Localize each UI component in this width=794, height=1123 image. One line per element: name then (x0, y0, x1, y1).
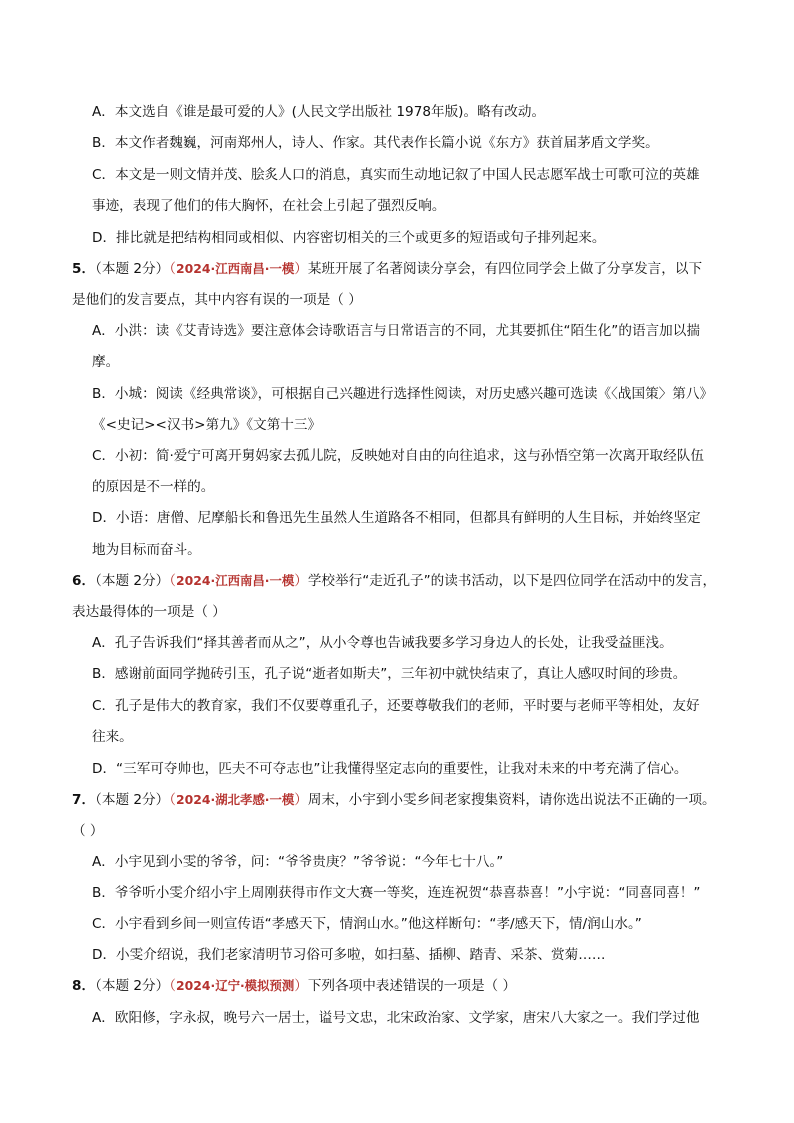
q6-option-c-line2: 往来。 (92, 729, 133, 745)
q4-option-d: D．排比就是把结构相同或相似、内容密切相关的三个或更多的短语或句子排列起来。 (92, 230, 606, 246)
q5-stem-line1 (72, 260, 702, 278)
q5-option-c-line1: C．小初：简·爱宁可离开舅妈家去孤儿院，反映她对自由的向往追求，这与孙悟空第一次离开取经队伍 (92, 448, 704, 464)
q6-number: 6． (72, 573, 96, 589)
q6-option-b: B．感谢前面同学抛砖引玉，孔子说“逝者如斯夫”，三年初中就快结束了，真让人感叹时间的珍贵。 (92, 666, 687, 682)
q6-stem-line2: 表达最得体的一项是（ ） (72, 604, 226, 620)
q7-option-a: A．小宇见到小雯的爷爷，问：“爷爷贵庚？”爷爷说：“今年七十八。” (92, 854, 504, 870)
q5-option-d-line2: 地为目标而奋斗。 (92, 542, 201, 558)
q4-option-c-line1: C．本文是一则文情并茂、脍炙人口的消息，真实而生动地记叙了中国人民志愿军战士可歌可泣的英雄 (92, 167, 700, 183)
q8-option-a-line1: A．欧阳修，字永叔，晚号六一居士，谥号文忠，北宋政治家、文学家，唐宋八大家之一。我们学过他 (92, 1010, 700, 1026)
q8-source: 2024·辽宁·模拟预测 (176, 978, 295, 993)
q6-stem-line1 (72, 572, 716, 590)
q8-score: （本题 2分） (95, 978, 170, 994)
q4-option-c-line2: 事迹，表现了他们的伟大胸怀，在社会上引起了强烈反响。 (92, 198, 446, 214)
q8-number: 8． (72, 978, 96, 994)
q6-source-open: （ (169, 573, 176, 589)
q6-option-d: D．“三军可夺帅也，匹夫不可夺志也”让我懂得坚定志向的重要性，让我对未来的中考充满了信心。 (92, 761, 688, 777)
q6-stem-text: 学校举行“走近孔子”的读书活动，以下是四位同学在活动中的发言， (307, 573, 717, 589)
q8-source-close: ） (294, 978, 308, 994)
q5-source-close: ） (294, 261, 308, 277)
q7-source: 2024·湖北孝感·一模 (176, 792, 295, 807)
q6-score: （本题 2分） (95, 573, 170, 589)
q6-source: 2024·江西南昌·一模 (176, 573, 295, 588)
q5-stem-line2: 是他们的发言要点，其中内容有误的一项是（ ） (72, 292, 362, 308)
q5-option-d-line1: D．小语：唐僧、尼摩船长和鲁迅先生虽然人生道路各不相同，但都具有鲜明的人生目标，并始终坚定 (92, 510, 701, 526)
q5-score: （本题 2分） (95, 261, 170, 277)
q5-source-open: （ (169, 261, 176, 277)
q7-option-b: B．爷爷听小雯介绍小宇上周刚获得市作文大赛一等奖，连连祝贺“恭喜恭喜！”小宇说：“同喜同喜！” (92, 885, 701, 901)
q7-option-d: D．小雯介绍说，我们老家清明节习俗可多啦，如扫墓、插柳、踏青、采茶、赏菊…… (92, 947, 606, 963)
q5-option-a-line1: A．小洪：读《艾青诗选》要注意体会诗歌语言与日常语言的不同，尤其要抓住“陌生化”的语言加以揣 (92, 323, 700, 339)
q7-number: 7． (72, 792, 96, 808)
q6-option-c-line1: C．孔子是伟大的教育家，我们不仅要尊重孔子，还要尊敬我们的老师，平时要与老师平等相处，友好 (92, 698, 700, 714)
q5-number: 5． (72, 261, 96, 277)
q5-option-a-line2: 摩。 (92, 354, 120, 370)
q5-option-b-line2: 《<史记><汉书>第九》《文第十三》 (92, 417, 322, 433)
q8-source-open: （ (169, 978, 176, 994)
q4-option-b: B．本文作者魏巍，河南郑州人，诗人、作家。其代表作长篇小说《东方》获首届茅盾文学奖。 (92, 135, 659, 151)
q7-stem-text: 周末，小宇到小雯乡间老家搜集资料，请你选出说法不正确的一项。 (307, 792, 716, 808)
q7-source-close: ） (294, 792, 308, 808)
q8-stem-text: 下列各项中表述错误的一项是（ ） (307, 978, 517, 994)
q7-option-c: C．小宇看到乡间一则宣传语“孝感天下，情润山水。”他这样断句：“孝/感天下，情/润山水。” (92, 916, 642, 932)
q7-stem-line1 (72, 791, 716, 809)
q5-stem-text: 某班开展了名著阅读分享会，有四位同学会上做了分享发言，以下 (307, 261, 703, 277)
q7-score: （本题 2分） (95, 792, 170, 808)
q6-source-close: ） (294, 573, 308, 589)
q5-source: 2024·江西南昌·一模 (176, 261, 295, 276)
q7-source-open: （ (169, 792, 176, 808)
q5-option-c-line2: 的原因是不一样的。 (92, 479, 215, 495)
q8-stem-line1 (72, 977, 516, 995)
q5-option-b-line1: B．小城：阅读《经典常谈》，可根据自己兴趣进行选择性阅读，对历史感兴趣可选读《〈战国策〉第八》 (92, 386, 714, 402)
q6-option-a: A．孔子告诉我们“择其善者而从之”，从小令尊也告诫我要多学习身边人的长处，让我受益匪浅。 (92, 635, 673, 651)
q4-option-a: A．本文选自《谁是最可爱的人》(人民文学出版社 1978年版)。略有改动。 (92, 104, 546, 120)
q7-stem-line2: （ ） (72, 823, 104, 839)
